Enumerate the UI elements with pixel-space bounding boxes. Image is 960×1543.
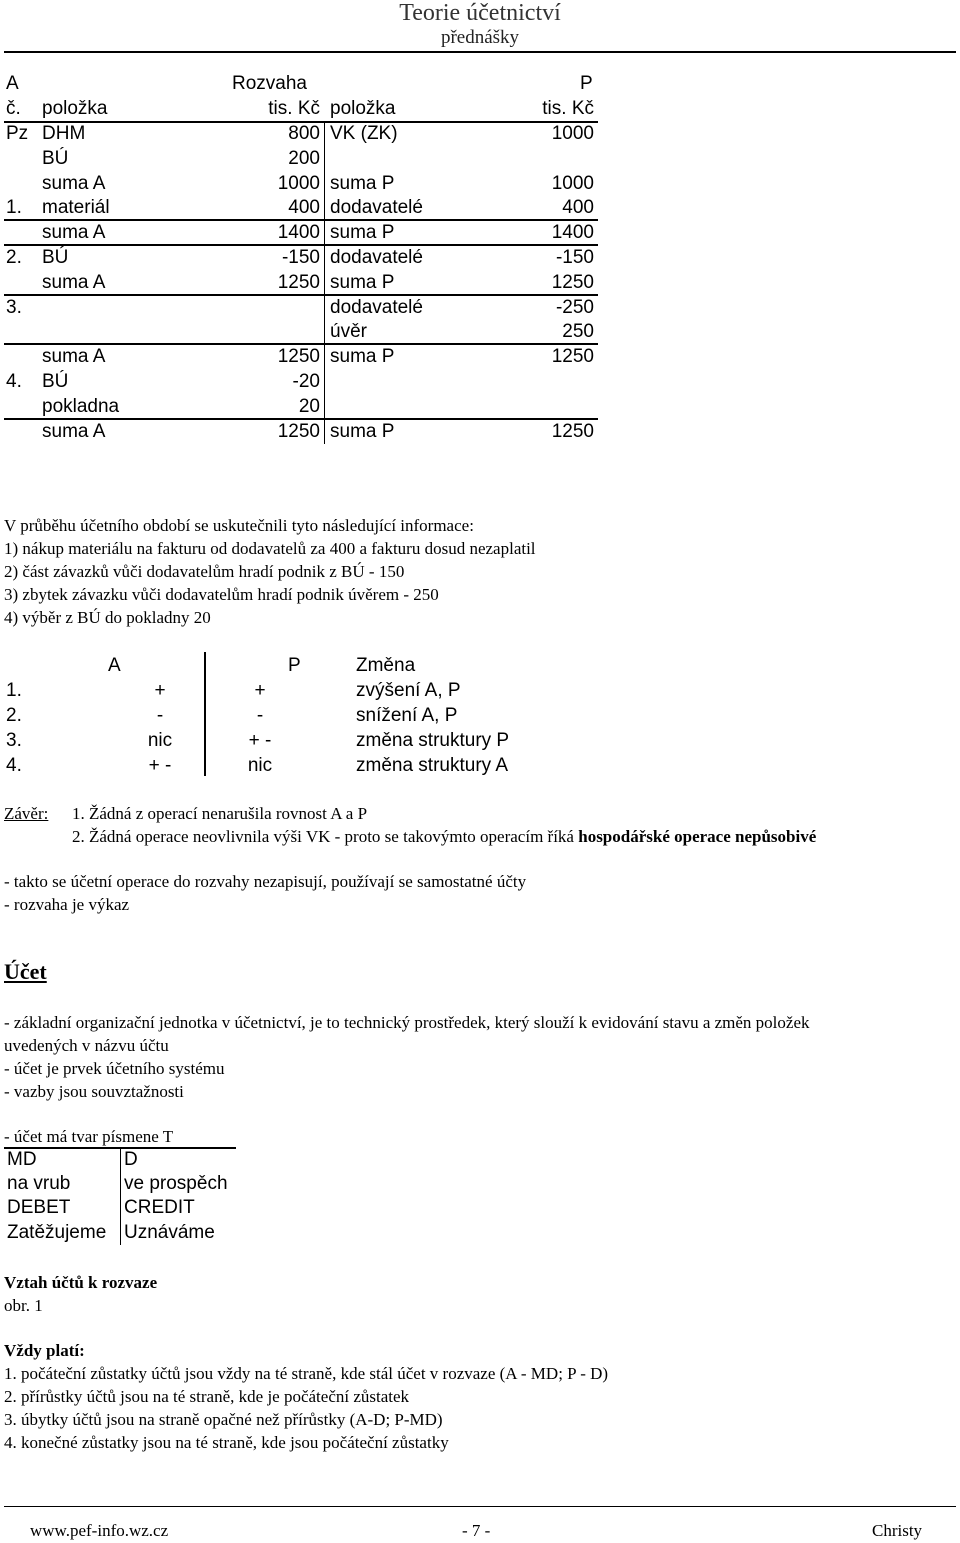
asset-amount: 1250 — [277, 421, 320, 442]
row-number: 1. — [6, 197, 22, 218]
header-divider — [4, 51, 956, 53]
liability-amount: 1400 — [551, 222, 594, 243]
rule-item: 4. konečné zůstatky jsou na té straně, kde jsou počáteční zůstatky — [4, 1433, 449, 1452]
t-account-lead: - účet má tvar písmene T — [4, 1127, 174, 1146]
asset-item: suma A — [42, 222, 106, 243]
liability-amount: 400 — [562, 197, 594, 218]
t-account-credit-side: CREDIT — [124, 1197, 195, 1218]
asset-item: DHM — [42, 123, 86, 144]
rule-item: 3. úbytky účtů jsou na straně opačné než přírůstky (A-D; P-MD) — [4, 1410, 443, 1429]
changes-header-change: Změna — [356, 655, 416, 676]
ucet-line: - účet je prvek účetního systému — [4, 1059, 225, 1078]
liability-amount: -250 — [555, 297, 594, 318]
asset-item: suma A — [42, 272, 106, 293]
ucet-line: uvedených v názvu účtu — [4, 1036, 169, 1055]
liability-item: dodavatelé — [330, 247, 423, 268]
section-heading-vztah: Vztah účtů k rozvaze — [4, 1273, 158, 1292]
change-description: snížení A, P — [356, 705, 458, 726]
change-liabilities: nic — [247, 755, 273, 776]
asset-amount: 1250 — [277, 346, 320, 367]
asset-item: materiál — [42, 197, 110, 218]
asset-item: BÚ — [42, 148, 69, 169]
intro-lead: V průběhu účetního období se uskutečnili tyto následující informace: — [4, 516, 474, 535]
row-number: 3. — [6, 297, 22, 318]
liability-amount: 250 — [562, 321, 594, 342]
conclusion-line-text: 2. Žádná operace neovlivnila výši VK - proto se takovýmto operacím říká — [72, 827, 579, 846]
balance-center-rule — [324, 122, 325, 444]
t-account-debit-side: MD — [7, 1149, 37, 1170]
col-header-item-p: položka — [330, 98, 396, 119]
balance-rule — [4, 343, 598, 345]
asset-amount: 400 — [288, 197, 320, 218]
footer-divider — [4, 1506, 956, 1507]
liability-amount: 1000 — [551, 173, 594, 194]
balance-rule — [4, 219, 598, 221]
liability-item: suma P — [330, 346, 395, 367]
intro-item: 2) část závazků vůči dodavatelům hradí podnik z BÚ - 150 — [4, 562, 405, 581]
ucet-line: - základní organizační jednotka v účetnictví, je to technický prostředek, který slouží k evidování stavu a změn položek — [4, 1013, 810, 1032]
t-account-center-rule — [120, 1148, 121, 1245]
asset-item: suma A — [42, 346, 106, 367]
liability-item: dodavatelé — [330, 197, 423, 218]
asset-amount: -20 — [292, 371, 320, 392]
liability-item: suma P — [330, 173, 395, 194]
liability-item: dodavatelé — [330, 297, 423, 318]
liability-amount: 1250 — [551, 272, 594, 293]
col-header-item-a: položka — [42, 98, 108, 119]
asset-amount: -150 — [281, 247, 320, 268]
balance-header-assets: A — [6, 73, 19, 94]
asset-item: BÚ — [42, 371, 69, 392]
change-description: změna struktury P — [356, 730, 510, 751]
asset-item: suma A — [42, 173, 106, 194]
section-heading-vzdy: Vždy platí: — [4, 1341, 85, 1360]
asset-amount: 1400 — [277, 222, 320, 243]
asset-item: suma A — [42, 421, 106, 442]
balance-rule — [4, 244, 598, 246]
document-subtitle: přednášky — [440, 27, 520, 48]
conclusion-line: 1. Žádná z operací nenarušila rovnost A a P — [72, 804, 368, 823]
liability-amount: -150 — [555, 247, 594, 268]
note-line: - takto se účetní operace do rozvahy nezapisují, používají se samostatné účty — [4, 872, 527, 891]
change-number: 4. — [6, 755, 22, 776]
col-header-amount-a: tis. Kč — [268, 98, 320, 119]
asset-amount: 1250 — [277, 272, 320, 293]
change-number: 1. — [6, 680, 22, 701]
col-header-amount-p: tis. Kč — [542, 98, 594, 119]
col-header-no: č. — [6, 98, 21, 119]
balance-rule — [4, 418, 598, 420]
balance-header-liabilities: P — [580, 73, 593, 94]
conclusion-label: Závěr: — [4, 804, 49, 823]
footer-website: www.pef-info.wz.cz — [30, 1521, 169, 1540]
asset-amount: 200 — [288, 148, 320, 169]
row-number: 4. — [6, 371, 22, 392]
asset-item: BÚ — [42, 247, 69, 268]
change-number: 2. — [6, 705, 22, 726]
balance-rule — [4, 294, 598, 296]
asset-amount: 20 — [298, 396, 320, 417]
t-account-credit-side: ve prospěch — [124, 1173, 228, 1194]
change-description: zvýšení A, P — [356, 680, 461, 701]
change-assets: + — [154, 680, 166, 701]
intro-item: 4) výběr z BÚ do pokladny 20 — [4, 608, 211, 627]
t-account-debit-side: Zatěžujeme — [7, 1222, 107, 1243]
row-number: 2. — [6, 247, 22, 268]
change-description: změna struktury A — [356, 755, 509, 776]
document-title: Teorie účetnictví — [399, 0, 561, 26]
note-line: - rozvaha je výkaz — [4, 895, 130, 914]
asset-amount: 1000 — [277, 173, 320, 194]
liability-item: suma P — [330, 222, 395, 243]
changes-header-assets: A — [108, 655, 121, 676]
change-assets: - — [156, 705, 164, 726]
change-number: 3. — [6, 730, 22, 751]
intro-item: 3) zbytek závazku vůči dodavatelům hradí podnik úvěrem - 250 — [4, 585, 439, 604]
liability-amount: 1250 — [551, 346, 594, 367]
row-number: Pz — [6, 123, 29, 144]
rule-item: 1. počáteční zůstatky účtů jsou vždy na té straně, kde stál účet v rozvaze (A - MD; P - D) — [4, 1364, 609, 1383]
intro-item: 1) nákup materiálu na fakturu od dodavatelů za 400 a fakturu dosud nezaplatil — [4, 539, 536, 558]
asset-item: pokladna — [42, 396, 120, 417]
changes-header-liabilities: P — [288, 655, 301, 676]
liability-item: suma P — [330, 272, 395, 293]
page-number: - 7 - — [462, 1521, 491, 1540]
change-assets: nic — [147, 730, 173, 751]
t-account-credit-side: D — [124, 1149, 138, 1170]
t-account-credit-side: Uznáváme — [124, 1222, 215, 1243]
change-liabilities: + — [254, 680, 266, 701]
change-assets: + - — [148, 755, 172, 776]
change-liabilities: - — [256, 705, 264, 726]
liability-amount: 1250 — [551, 421, 594, 442]
t-account-debit-side: DEBET — [7, 1197, 71, 1218]
liability-item: úvěr — [330, 321, 367, 342]
liability-item: VK (ZK) — [330, 123, 398, 144]
asset-amount: 800 — [288, 123, 320, 144]
ucet-line: - vazby jsou souvztažnosti — [4, 1082, 184, 1101]
balance-header-title: Rozvaha — [232, 73, 307, 94]
rule-item: 2. přírůstky účtů jsou na té straně, kde je počáteční zůstatek — [4, 1387, 410, 1406]
t-account-debit-side: na vrub — [7, 1173, 71, 1194]
liability-item: suma P — [330, 421, 395, 442]
figure-reference: obr. 1 — [4, 1296, 43, 1315]
change-liabilities: + - — [248, 730, 272, 751]
footer-author: Christy — [872, 1521, 923, 1540]
section-heading-ucet: Účet — [4, 959, 47, 984]
conclusion-line — [72, 825, 816, 848]
liability-amount: 1000 — [551, 123, 594, 144]
conclusion-highlight: hospodářské operace nepůsobivé — [578, 827, 817, 846]
